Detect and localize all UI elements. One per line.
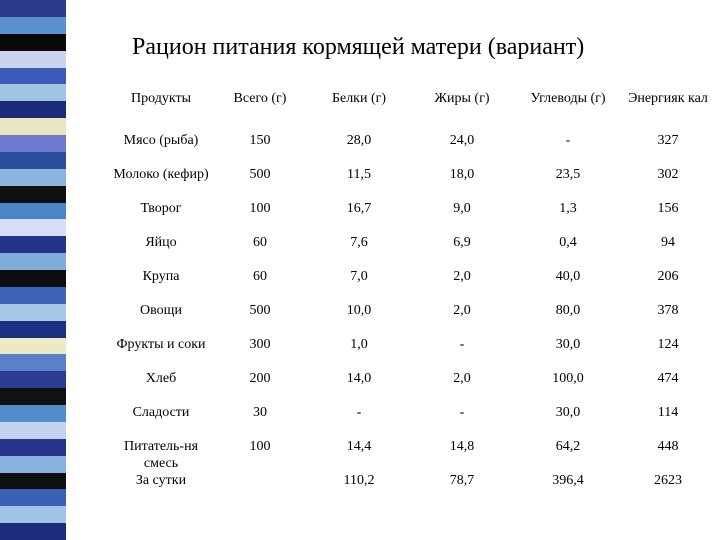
decor-stripe (0, 17, 66, 34)
decor-stripe (0, 371, 66, 388)
cell-carbs: 23,5 (555, 167, 581, 182)
decor-stripe (0, 186, 66, 203)
cell-carbs: - (565, 133, 571, 148)
cell-protein: 16,7 (346, 201, 372, 216)
cell-fat: - (459, 337, 465, 352)
decorative-stripe-bar (0, 0, 66, 540)
decor-stripe (0, 489, 66, 506)
decor-stripe (0, 405, 66, 422)
cell-total: 500 (249, 167, 271, 182)
decor-stripe (0, 523, 66, 540)
header-products: Продукты (131, 91, 191, 106)
slide-title: Рацион питания кормящей матери (вариант) (132, 34, 585, 60)
cell-carbs: 30,0 (555, 337, 581, 352)
header-kcal: Энергияк кал (628, 91, 708, 106)
decor-stripe (0, 0, 66, 17)
table-totals-row (110, 472, 714, 500)
cell-kcal: 448 (657, 439, 679, 454)
cell-fat: 24,0 (449, 133, 475, 148)
cell-carbs: 30,0 (555, 405, 581, 420)
cell-kcal: 302 (657, 167, 679, 182)
cell-product: Мясо (рыба) (123, 133, 199, 148)
cell-kcal: 156 (657, 201, 679, 216)
decor-stripe (0, 68, 66, 85)
cell-fat: - (459, 405, 465, 420)
table-row (110, 302, 714, 336)
cell-total: 60 (253, 269, 267, 284)
cell-totals-label: За сутки (135, 473, 187, 488)
cell-kcal: 206 (657, 269, 679, 284)
cell-kcal: 327 (657, 133, 679, 148)
cell-protein: - (356, 405, 362, 420)
cell-totals-kcal: 2623 (654, 473, 682, 488)
cell-product: Хлеб (145, 371, 177, 386)
cell-total: 30 (253, 405, 267, 420)
cell-fat: 2,0 (453, 371, 471, 386)
decor-stripe (0, 101, 66, 118)
cell-fat: 6,9 (453, 235, 471, 250)
table-row (110, 166, 714, 200)
cell-protein: 28,0 (346, 133, 372, 148)
decor-stripe (0, 304, 66, 321)
cell-kcal: 114 (657, 405, 679, 420)
ration-table (110, 82, 714, 500)
cell-carbs: 40,0 (555, 269, 581, 284)
cell-product: Сладости (132, 405, 190, 420)
cell-fat: 14,8 (449, 439, 475, 454)
cell-total: 60 (253, 235, 267, 250)
cell-carbs: 64,2 (555, 439, 581, 454)
decor-stripe (0, 253, 66, 270)
cell-fat: 18,0 (449, 167, 475, 182)
cell-product: Фрукты и соки (116, 337, 206, 352)
decor-stripe (0, 287, 66, 304)
decor-stripe (0, 219, 66, 236)
decor-stripe (0, 439, 66, 456)
cell-totals-fat: 78,7 (449, 473, 475, 488)
cell-fat: 9,0 (453, 201, 471, 216)
table-row (110, 200, 714, 234)
cell-carbs: 100,0 (552, 371, 584, 386)
table-row (110, 336, 714, 370)
cell-product: Крупа (142, 269, 180, 284)
cell-total: 300 (249, 337, 271, 352)
cell-totals-carbs: 396,4 (552, 473, 584, 488)
decor-stripe (0, 506, 66, 523)
cell-kcal: 474 (657, 371, 679, 386)
cell-totals-protein: 110,2 (343, 473, 375, 488)
decor-stripe (0, 422, 66, 439)
cell-product: Молоко (кефир) (113, 167, 209, 182)
cell-totals-total (212, 472, 308, 500)
table-row (110, 404, 714, 438)
cell-carbs: 80,0 (555, 303, 581, 318)
cell-product: Овощи (140, 303, 182, 318)
cell-total: 150 (249, 133, 271, 148)
decor-stripe (0, 473, 66, 490)
decor-stripe (0, 118, 66, 135)
cell-total: 500 (249, 303, 271, 318)
cell-kcal: 378 (657, 303, 679, 318)
cell-carbs: 1,3 (559, 201, 577, 216)
table-row (110, 370, 714, 404)
table-row (110, 438, 714, 472)
decor-stripe (0, 270, 66, 287)
cell-total: 100 (249, 439, 271, 454)
cell-kcal: 94 (661, 235, 675, 250)
cell-protein: 1,0 (350, 337, 368, 352)
decor-stripe (0, 135, 66, 152)
decor-stripe (0, 203, 66, 220)
cell-total: 200 (249, 371, 271, 386)
cell-total: 100 (249, 201, 271, 216)
cell-kcal: 124 (657, 337, 679, 352)
table-header-row (110, 82, 714, 132)
decor-stripe (0, 338, 66, 355)
table-row (110, 132, 714, 166)
header-fat: Жиры (г) (434, 91, 490, 106)
header-total: Всего (г) (233, 91, 287, 106)
header-protein: Белки (г) (331, 91, 387, 106)
table-row (110, 268, 714, 302)
cell-protein: 14,0 (346, 371, 372, 386)
table-row (110, 234, 714, 268)
cell-product: Яйцо (145, 235, 177, 250)
cell-fat: 2,0 (453, 269, 471, 284)
decor-stripe (0, 456, 66, 473)
header-carbs: Углеводы (г) (530, 91, 606, 106)
decor-stripe (0, 321, 66, 338)
decor-stripe (0, 388, 66, 405)
cell-protein: 7,6 (350, 235, 368, 250)
cell-fat: 2,0 (453, 303, 471, 318)
cell-product: Питатель-ня смесь (123, 439, 199, 471)
decor-stripe (0, 152, 66, 169)
decor-stripe (0, 34, 66, 51)
decor-stripe (0, 169, 66, 186)
cell-protein: 10,0 (346, 303, 372, 318)
cell-protein: 7,0 (350, 269, 368, 284)
cell-protein: 14,4 (346, 439, 372, 454)
cell-protein: 11,5 (347, 167, 371, 182)
cell-product: Творог (140, 201, 182, 216)
decor-stripe (0, 51, 66, 68)
cell-carbs: 0,4 (559, 235, 577, 250)
decor-stripe (0, 354, 66, 371)
decor-stripe (0, 236, 66, 253)
decor-stripe (0, 84, 66, 101)
